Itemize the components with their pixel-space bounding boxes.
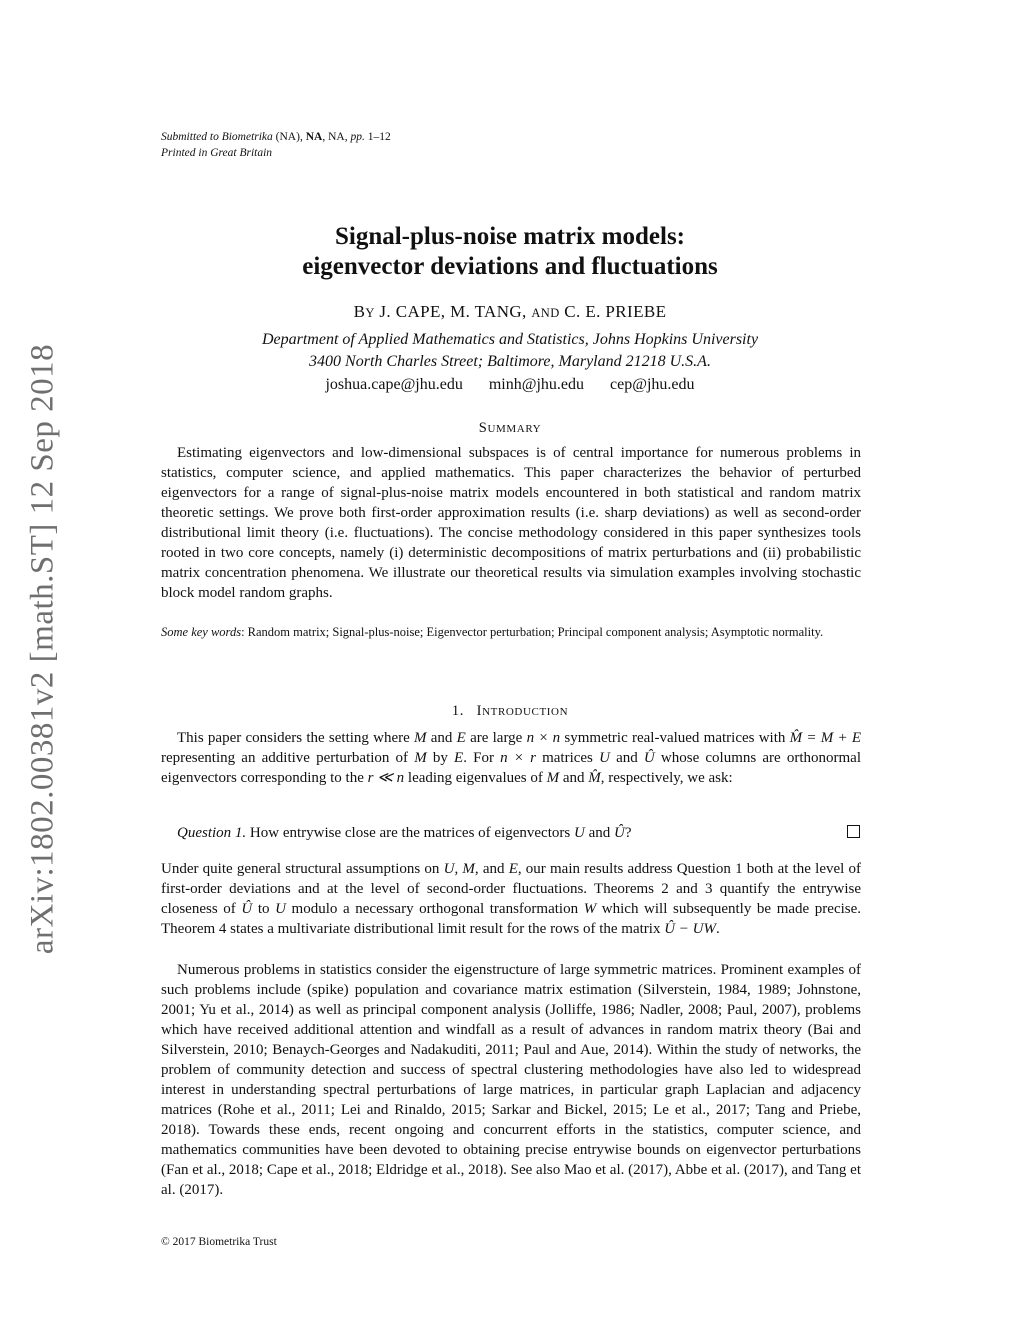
printed-line: Printed in Great Britain	[161, 147, 273, 159]
author-list: BY J. CAPE, M. TANG, AND C. E. PRIEBE	[353, 302, 667, 321]
question-1: Question 1. How entrywise close are the matrices of eigenvectors U and Û?	[177, 825, 632, 841]
summary-heading: SUMMARY	[478, 420, 542, 436]
journal-header	[161, 129, 391, 161]
intro-paragraph-3: Numerous problems in statistics consider the eigenstructure of large symmetric matrices. Prominent examples of such problems include (spike) population and covariance matrix estimation (Silverstein, 1984, 1989; Johnstone, 2001; Yu et al., 2014) as well as principal component analysis (Jolliffe, 1986; Nadler, 2008; Paul, 2007), problems which have received additional attention and windfall as a result of advances in random matrix theory (Bai and Silverstein, 2010; Benaych-Georges and Nadakuditi, 2011; Paul and Aue, 2014). Within the study of networks, the problem of community detection and success of spectral clustering methodologies have also led to widespread interest in understanding spectral perturbations of large matrices, in particular graph Laplacian and adjacency matrices (Rohe et al., 2011; Lei and Rinaldo, 2015; Sarkar and Bickel, 2015; Le et al., 2017; Tang and Priebe, 2018). Towards these ends, recent ongoing and concurrent efforts in the statistics, computer science, and mathematics communities have been devoted to obtaining precise entrywise bounds on eigenvector perturbations (Fan et al., 2018; Cape et al., 2018; Eldridge et al., 2018). See also Mao et al. (2017), Abbe et al. (2017), and Tang et al. (2017).	[161, 962, 861, 1198]
email-link[interactable]: minh@jhu.edu	[488, 376, 585, 393]
submission-line: Submitted to Biometrika (NA), NA, NA, pp. 1–12	[161, 131, 391, 143]
affiliation: Department of Applied Mathematics and Statistics, Johns Hopkins University 3400 North Charles Street; Baltimore, Maryland 21218 U.S.A.	[261, 331, 759, 370]
key-words: Some key words: Random matrix; Signal-plus-noise; Eigenvector perturbation; Principal component analysis; Asymptotic normality.	[161, 625, 824, 639]
arxiv-sidebar	[18, 338, 68, 960]
copyright-footer: © 2017 Biometrika Trust	[161, 1236, 277, 1248]
qed-box-icon	[847, 825, 860, 838]
author-emails	[160, 376, 860, 394]
email-link[interactable]: cep@jhu.edu	[610, 376, 695, 393]
introduction-heading: 1. INTRODUCTION	[451, 703, 569, 719]
paper-title: Signal-plus-noise matrix models: eigenvector deviations and fluctuations	[302, 223, 718, 280]
arxiv-identifier: arXiv:1802.00381v2 [math.ST] 12 Sep 2018	[24, 343, 61, 955]
intro-paragraph-1: This paper considers the setting where M and E are large n × n symmetric real-valued matrices with M̂ = M + E representing an additive perturbation of M by E. For n × r matrices U and Û whose columns are orthonormal eigenvectors corresponding to the r ≪ n leading eigenvalues of M and M̂, respectively, we ask:	[161, 730, 861, 786]
email-link[interactable]: joshua.cape@jhu.edu	[325, 376, 463, 393]
summary-text: Estimating eigenvectors and low-dimensional subspaces is of central importance for numerous problems in statistics, computer science, and applied mathematics. This paper characterizes the behavior of perturbed eigenvectors for a range of signal-plus-noise matrix models encountered in both statistical and random matrix theoretic settings. We prove both first-order approximation results (i.e. sharp deviations) as well as second-order distributional limit theory (i.e. fluctuations). The concise methodology considered in this paper synthesizes tools rooted in two core concepts, namely (i) deterministic decompositions of matrix perturbations and (ii) probabilistic matrix concentration phenomena. We illustrate our theoretical results via simulation examples involving stochastic block model random graphs.	[161, 445, 861, 601]
intro-paragraph-2: Under quite general structural assumptions on U, M, and E, our main results address Question 1 both at the level of first-order deviations and at the level of second-order fluctuations. Theorems 2 and 3 quantify the entrywise closeness of Û to U modulo a necessary orthogonal transformation W which will subsequently be made precise. Theorem 4 states a multivariate distributional limit result for the rows of the matrix Û − UW.	[161, 861, 862, 937]
